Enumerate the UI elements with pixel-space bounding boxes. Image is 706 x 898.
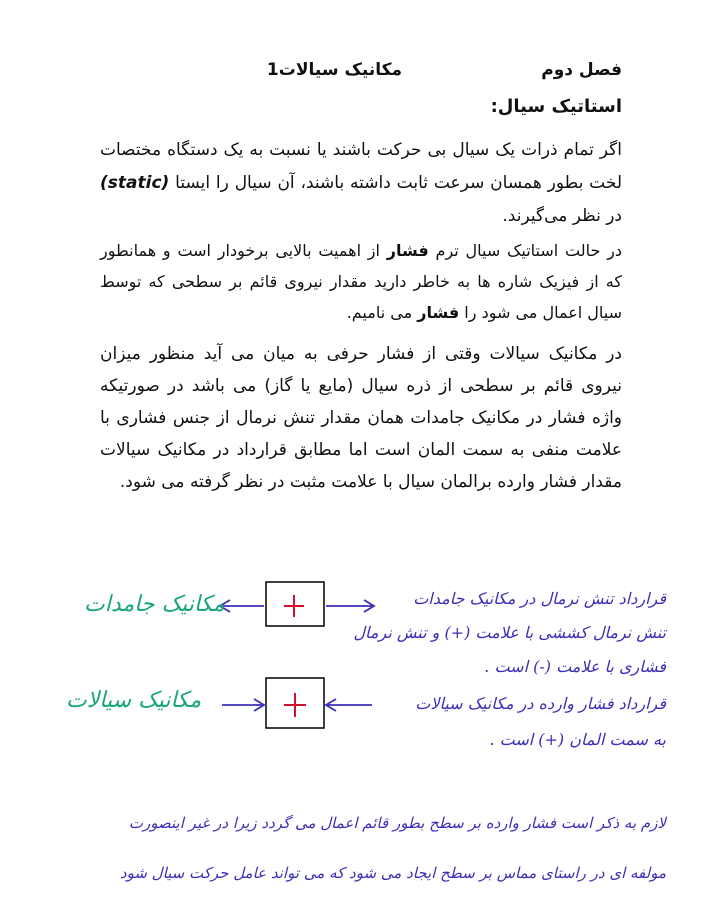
fluid-mechanics-label: مکانیک سیالات	[66, 688, 202, 713]
solid-note-line: قرارداد تنش نرمال در مکانیک جامدات	[413, 589, 666, 608]
fluid-note-line: قرارداد فشار وارده در مکانیک سیالات	[415, 694, 666, 713]
footer-note	[120, 798, 666, 898]
solid-note-line: فشاری با علامت (-) است .	[484, 657, 666, 676]
solid-element-group	[220, 582, 374, 626]
pressure-term-2: فشار	[417, 303, 460, 322]
footer-note-line: مولفه ای در راستای مماس بر سطح ایجاد می شود که می تواند عامل حرکت سیال شود	[119, 864, 666, 882]
solid-note-line: تنش نرمال کششی با علامت (+) و تنش نرمال	[353, 623, 666, 642]
chapter-heading: فصل دوم	[541, 60, 622, 80]
paragraph2-text-b: از اهمیت بالایی برخودار است و همانطور که از فیزیک شاره ها به خاطر دارید مقدار نیروی قائم بر سطحی که توسط سیال اعمال می شود را	[100, 241, 622, 322]
footer-note-line: لازم به ذکر است فشار وارده بر سطح بطور قائم اعمال می گردد زیرا در غیر اینصورت	[128, 814, 666, 832]
solid-convention-note	[353, 582, 666, 684]
fluid-element-group	[222, 678, 372, 728]
fluid-note-line: به سمت المان (+) است .	[489, 730, 666, 749]
pressure-term-1: فشار	[386, 241, 429, 260]
course-title: مکانیک سیالات1	[266, 60, 402, 80]
paragraph-pressure-term	[100, 235, 622, 328]
section-title: استاتیک سیال:	[490, 96, 622, 117]
paragraph1-text-a: اگر تمام ذرات یک سیال بی حرکت باشند یا نسبت به یک دستگاه مختصات لخت بطور همسان سرعت ثابت داشته باشند، آن سیال را ایستا	[100, 140, 622, 193]
paragraph-static-definition	[100, 134, 622, 233]
paragraph2-text-a: در حالت استاتیک سیال ترم	[428, 241, 622, 260]
paragraph2-text-c: می نامیم.	[346, 303, 418, 322]
paragraph3-text: در مکانیک سیالات وقتی از فشار حرفی به میان می آید منظور میزان نیروی قائم بر سطحی از ذره سیال (مایع یا گاز) می باشد در صورتیکه واژه فشار در مکانیک جامدات همان مقدار تنش نرمال از جنس فشاری با علامت منفی به سمت المان است اما مطابق قرارداد در مکانیک سیالات مقدار فشار وارده برالمان سیال با علامت مثبت در نظر گرفته می شود.	[100, 344, 622, 492]
paragraph1-text-b: در نظر می‌گیرند.	[502, 206, 622, 226]
fluid-convention-note	[415, 686, 666, 758]
solid-mechanics-label: مکانیک جامدات	[84, 592, 225, 617]
static-term: (static)	[100, 173, 170, 193]
paragraph-sign-convention	[100, 338, 622, 498]
